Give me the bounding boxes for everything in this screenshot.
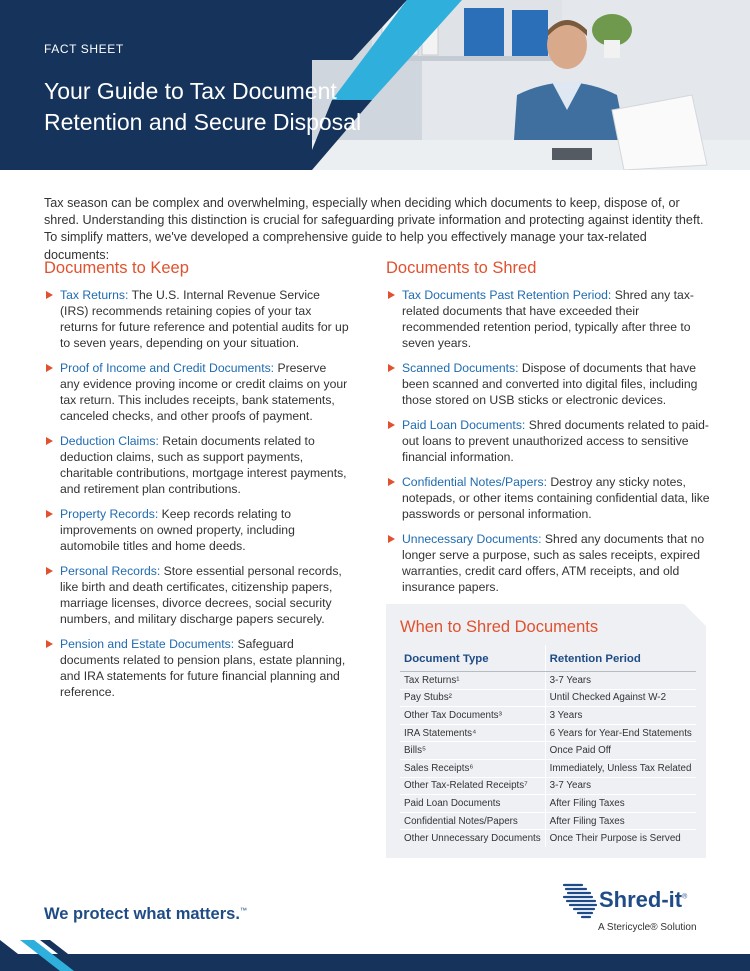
table-row xyxy=(400,812,696,830)
shred-heading: Documents to Shred xyxy=(386,259,537,277)
table-row xyxy=(400,689,696,707)
retention-table xyxy=(400,645,696,847)
table-row xyxy=(400,795,696,813)
item-term: Tax Returns: xyxy=(60,288,129,302)
item-term: Personal Records: xyxy=(60,564,161,578)
item-term: Tax Documents Past Retention Period: xyxy=(402,288,612,302)
registered-symbol: ® xyxy=(682,893,688,901)
item-term: Property Records: xyxy=(60,507,159,521)
arrow-bullet-icon xyxy=(388,364,395,372)
intro-paragraph: Tax season can be complex and overwhelming, especially when deciding which documents to keep, dispose of, or shred. Understanding this distinction is crucial for safeguarding private information and protecting against identity theft. To simplify matters, we've developed a comprehensive guide to help you effectively manage your tax-related documents: xyxy=(44,196,704,262)
retention-period-cell: 6 Years for Year-End Statements xyxy=(545,724,696,742)
item-term: Paid Loan Documents: xyxy=(402,418,526,432)
column-header-document-type: Document Type xyxy=(400,645,545,672)
arrow-bullet-icon xyxy=(46,567,53,575)
arrow-bullet-icon xyxy=(46,640,53,648)
list-item xyxy=(44,636,349,700)
table-row xyxy=(400,759,696,777)
trademark-symbol: ™ xyxy=(239,907,247,915)
item-text: Retain documents related to deduction claims, such as support payments, charitable contributions, mortgage interest payments, and retirement plan contributions. xyxy=(60,434,347,496)
shred-it-logo xyxy=(562,882,712,938)
document-type-cell: Other Unnecessary Documents xyxy=(400,830,545,848)
item-term: Unnecessary Documents: xyxy=(402,532,542,546)
arrow-bullet-icon xyxy=(388,535,395,543)
arrow-bullet-icon xyxy=(388,478,395,486)
brand-name xyxy=(599,887,687,913)
footer-stripe-band xyxy=(0,940,750,971)
column-header-retention-period: Retention Period xyxy=(545,645,696,672)
documents-to-shred-section xyxy=(386,259,711,604)
arrow-bullet-icon xyxy=(46,364,53,372)
retention-period-cell: 3-7 Years xyxy=(545,672,696,690)
arrow-bullet-icon xyxy=(46,291,53,299)
list-item xyxy=(44,506,349,554)
shred-list xyxy=(386,287,711,595)
table-row xyxy=(400,724,696,742)
title-line-1: Your Guide to Tax Document xyxy=(44,78,337,104)
document-type-cell: Other Tax-Related Receipts⁷ xyxy=(400,777,545,795)
tagline-text: We protect what matters. xyxy=(44,905,240,923)
retention-period-cell: After Filing Taxes xyxy=(545,812,696,830)
retention-period-cell: 3-7 Years xyxy=(545,777,696,795)
when-to-shred-card xyxy=(386,604,706,858)
item-text: Destroy any sticky notes, notepads, or other items containing confidential data, like passwords or personal information. xyxy=(402,475,710,521)
list-item xyxy=(386,531,711,595)
table-row xyxy=(400,672,696,690)
item-term: Scanned Documents: xyxy=(402,361,519,375)
arrow-bullet-icon xyxy=(388,291,395,299)
card-corner-cut xyxy=(684,604,706,626)
title-line-2: Retention and Secure Disposal xyxy=(44,109,362,135)
item-text: Dispose of documents that have been scanned and converted into digital files, including those stored on USB sticks or electronic devices. xyxy=(402,361,698,407)
item-term: Confidential Notes/Papers: xyxy=(402,475,547,489)
list-item xyxy=(44,287,349,351)
list-item xyxy=(386,360,711,408)
arrow-bullet-icon xyxy=(388,421,395,429)
item-text: Preserve any evidence proving income or credit claims on your tax return. This includes receipts, bank statements, canceled checks, and other proofs of payment. xyxy=(60,361,348,423)
shred-it-stripes-icon xyxy=(562,882,598,920)
item-term: Deduction Claims: xyxy=(60,434,159,448)
table-row xyxy=(400,830,696,848)
table-row xyxy=(400,742,696,760)
arrow-bullet-icon xyxy=(46,437,53,445)
list-item xyxy=(44,563,349,627)
table-header-row xyxy=(400,645,696,672)
document-type-cell: Tax Returns¹ xyxy=(400,672,545,690)
item-text: Keep records relating to improvements on owned property, including automobile titles and home deeds. xyxy=(60,507,295,553)
man-reviewing-documents-photo xyxy=(312,0,750,170)
item-term: Proof of Income and Credit Documents: xyxy=(60,361,275,375)
document-type-cell: Confidential Notes/Papers xyxy=(400,812,545,830)
table-row xyxy=(400,777,696,795)
retention-period-cell: 3 Years xyxy=(545,707,696,725)
document-type-cell: IRA Statements⁴ xyxy=(400,724,545,742)
retention-period-cell: Until Checked Against W-2 xyxy=(545,689,696,707)
document-type-cell: Pay Stubs² xyxy=(400,689,545,707)
list-item xyxy=(44,360,349,424)
item-text: Shred documents related to paid-out loans to prevent unauthorized access to sensitive financial information. xyxy=(402,418,709,464)
brand-subtitle: A Stericycle® Solution xyxy=(598,922,697,933)
brand-text: Shred-it xyxy=(599,887,683,912)
item-text: The U.S. Internal Revenue Service (IRS) recommends retaining copies of your tax returns for future reference and potential audits for up to seven years, depending on your situation. xyxy=(60,288,349,350)
item-text: Shred any tax-related documents that have exceeded their recommended retention period, typically after three to seven years. xyxy=(402,288,694,350)
document-type-cell: Paid Loan Documents xyxy=(400,795,545,813)
document-type-cell: Bills⁵ xyxy=(400,742,545,760)
list-item xyxy=(386,287,711,351)
header-banner xyxy=(0,0,750,170)
document-type-cell: Sales Receipts⁶ xyxy=(400,759,545,777)
item-term: Pension and Estate Documents: xyxy=(60,637,235,651)
item-text: Store essential personal records, like birth and death certificates, citizenship papers, marriage licenses, divorce decrees, social security numbers, and military discharge papers securely. xyxy=(60,564,342,626)
item-text: Shred any documents that no longer serve a purpose, such as sales receipts, expired warranties, credit card offers, ATM receipts, and old insurance papers. xyxy=(402,532,705,594)
list-item xyxy=(386,474,711,522)
list-item xyxy=(386,417,711,465)
table-row xyxy=(400,707,696,725)
tagline xyxy=(44,905,247,924)
keep-list xyxy=(44,287,349,700)
document-type-cell: Other Tax Documents³ xyxy=(400,707,545,725)
page-title xyxy=(44,76,374,138)
list-item xyxy=(44,433,349,497)
arrow-bullet-icon xyxy=(46,510,53,518)
item-text: Safeguard documents related to pension plans, estate planning, and IRA statements for future financial planning and reference. xyxy=(60,637,346,699)
fact-sheet-label: FACT SHEET xyxy=(44,42,124,56)
retention-period-cell: Once Their Purpose is Served xyxy=(549,833,681,845)
retention-period-cell: After Filing Taxes xyxy=(545,795,696,813)
retention-period-cell: Immediately, Unless Tax Related xyxy=(545,759,696,777)
table-heading: When to Shred Documents xyxy=(400,618,599,636)
retention-period-cell: Once Paid Off xyxy=(545,742,696,760)
documents-to-keep-section xyxy=(44,259,349,709)
keep-heading: Documents to Keep xyxy=(44,259,189,277)
